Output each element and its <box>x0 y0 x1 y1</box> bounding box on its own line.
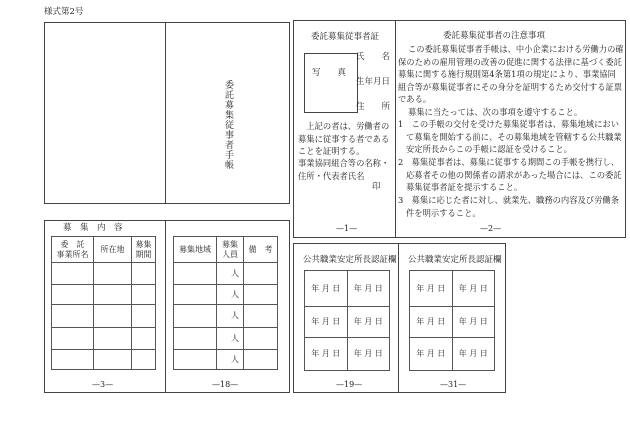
date-cell: 年 月 日 <box>305 338 348 371</box>
header-cell: 募集地域 <box>174 237 217 263</box>
photo-box <box>304 53 358 113</box>
field-birthdate: 生年月日 <box>355 77 390 87</box>
photo-label: 写 真 <box>312 68 347 78</box>
date-cell: 年 月 日 <box>410 271 453 307</box>
date-cell: 年 月 日 <box>410 338 453 371</box>
notes-lead: 募集に当たっては、次の事項を遵守すること。 <box>407 107 583 117</box>
unit-label: 人 <box>217 285 244 305</box>
date-cell: 年 月 日 <box>452 307 495 338</box>
header-cell: 募集 人員 <box>217 237 244 263</box>
date-cell: 年 月 日 <box>410 307 453 338</box>
unit-label: 人 <box>217 350 244 370</box>
cover-spread <box>44 22 290 204</box>
page-number: —31— <box>440 380 467 389</box>
unit-label: 人 <box>217 328 244 350</box>
notes-item: 3 募集に応じた者に対し、就業先、職務の内容及び労働条件を明示すること。 <box>398 195 619 218</box>
form-label: 様式第2号 <box>44 7 84 17</box>
recruitment-area-table <box>173 236 278 370</box>
notes-title: 委託募集従事者の注意事項 <box>443 31 546 41</box>
unit-label: 人 <box>217 263 244 285</box>
recruitment-title: 募 集 内 容 <box>63 223 123 233</box>
divider <box>395 20 396 238</box>
date-cell: 年 月 日 <box>347 338 390 371</box>
certification-title: 公共職業安定所長認証欄 <box>408 255 502 265</box>
page-number: —3— <box>92 380 114 389</box>
date-cell: 年 月 日 <box>452 338 495 371</box>
field-address: 住 所 <box>355 102 390 112</box>
certification-grid <box>409 270 495 371</box>
notes-item: 2 募集従事者は、募集に従事する期間この手帳を携行し、応募者その他の関係者の請求があった場合には、この委託募集従事者証を提示すること。 <box>398 157 622 193</box>
page-number: —18— <box>212 380 239 389</box>
date-cell: 年 月 日 <box>347 271 390 307</box>
field-name: 氏 名 <box>355 52 390 62</box>
date-cell: 年 月 日 <box>452 271 495 307</box>
date-cell: 年 月 日 <box>347 307 390 338</box>
date-cell: 年 月 日 <box>305 307 348 338</box>
unit-label: 人 <box>217 305 244 328</box>
cover-title: 委託募集従事者手帳 <box>223 80 233 170</box>
divider <box>165 220 166 393</box>
notes-item: 1 この手帳の交付を受けた募集従事者は、募集地域において募集を開始する前に、その募集地域を管轄する公共職業安定所長からこの手帳に認証を受けること。 <box>398 119 622 155</box>
header-cell: 備 考 <box>244 237 278 263</box>
notes-intro: この委託募集従事者手帳は、中小企業における労働力の確保のための雇用管理の改善の促進に関する法律に基づく委託募集に関する施行規則第4条第1項の規定により、事業協同組合等が募集従事者にその身分を証明するため交付する証票である。 <box>398 44 624 105</box>
recruitment-table <box>51 236 156 370</box>
page-number: —19— <box>336 380 363 389</box>
header-cell: 所在地 <box>94 237 132 263</box>
certificate-title: 委託募集従事者証 <box>311 32 380 42</box>
certificate-statement: 上記の者は、労働者の募集に従事する者であることを証明する。 <box>298 121 390 157</box>
seal-mark: 印 <box>372 182 381 192</box>
divider <box>398 243 399 393</box>
divider <box>165 22 166 204</box>
certification-grid <box>304 270 390 371</box>
page-number: —2— <box>480 224 502 233</box>
org-label: 事業協同組合等の名称・住所・代表者氏名 <box>298 158 390 181</box>
page-number: —1— <box>336 224 358 233</box>
certification-title: 公共職業安定所長認証欄 <box>303 255 397 265</box>
date-cell: 年 月 日 <box>305 271 348 307</box>
header-cell: 委 託 事業所名 <box>52 237 94 263</box>
header-cell: 募集 期間 <box>132 237 156 263</box>
